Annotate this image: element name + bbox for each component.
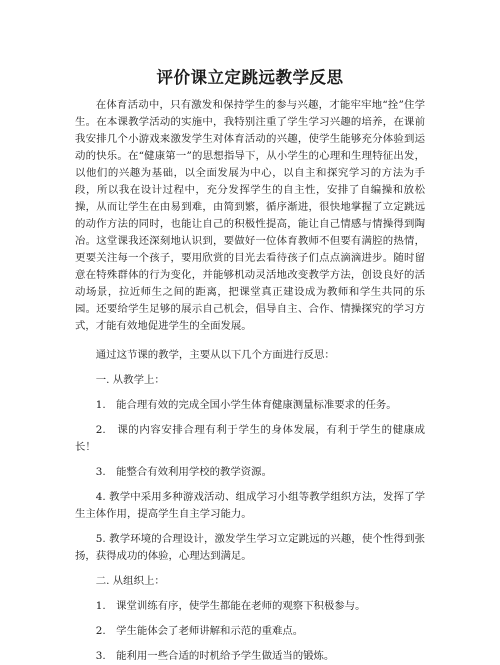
section1-item: 2. 课的内容安排合理有利于学生的身体发展，有利于学生的健康成长！ [75,424,425,453]
document-title: 评价课立定跳远教学反思 [156,68,344,87]
section1-heading: 一. 从教学上： [95,374,165,386]
section2-item: 3. 能利用一些合适的时机给予学生做适当的锻炼。 [95,650,335,662]
section1-item: 4. 教学中采用多种游戏活动、组成学习小组等教学组织方法，发挥了学生主体作用，提高学生自主学习能力。 [75,491,425,520]
section1-item: 3. 能整合有效利用学校的教学资源。 [95,466,272,478]
section1-item: 1. 能合理有效的完成全国小学生体育健康测量标准要求的任务。 [95,399,397,411]
section1-item: 5. 教学环境的合理设计，激发学生学习立定跳远的兴趣，使个性得到张扬，获得成功的体验，心理达到满足。 [75,533,425,562]
intro-paragraph: 在体育活动中，只有激发和保持学生的参与兴趣，才能牢牢地“拴”住学生。在本课教学活动的实施中，我特别注重了学生学习兴趣的培养，在课前我安排几个小游戏来激发学生对体育活动的兴趣，使学生能够充分体验到运动的快乐。在“健康第一”的思想指导下，从小学生的心理和生理特征出发，以他们的兴趣为基础，以全面发展为中心，以自主和探究学习的方法为手段，所以我在设计过程中，充分发挥学生的自主性，安排了自编操和放松操，从而让学生在由易到难，由简到繁，循序渐进，很快地掌握了立定跳远的动作方法的同时，也能让自己的积极性提高，能让自己情感与情操得到陶冶。这堂课我还深刻地认识到，要做好一位体育教师不但要有满腔的热情，更要关注每一个孩子，要用欣赏的目光去看待孩子们点点滴滴进步。随时留意在特殊群体的行为变化，并能够机动灵活地改变教学方法，创设良好的活动场景，拉近师生之间的距离，把课堂真正建设成为教师和学生共同的乐园。还要给学生足够的展示自己机会，倡导自主、合作、情操探究的学习方式，才能有效地促进学生的全面发展。 [75,99,425,332]
reflection-lead: 通过这节课的教学，主要从以下几个方面进行反思： [95,349,335,361]
section2-item: 2. 学生能体会了老师讲解和示范的重难点。 [95,625,304,637]
document-body [75,97,425,665]
section2-heading: 二. 从组织上： [95,575,165,587]
section2-item: 1. 课堂训练有序，使学生都能在老师的观察下积极参与。 [95,600,366,612]
